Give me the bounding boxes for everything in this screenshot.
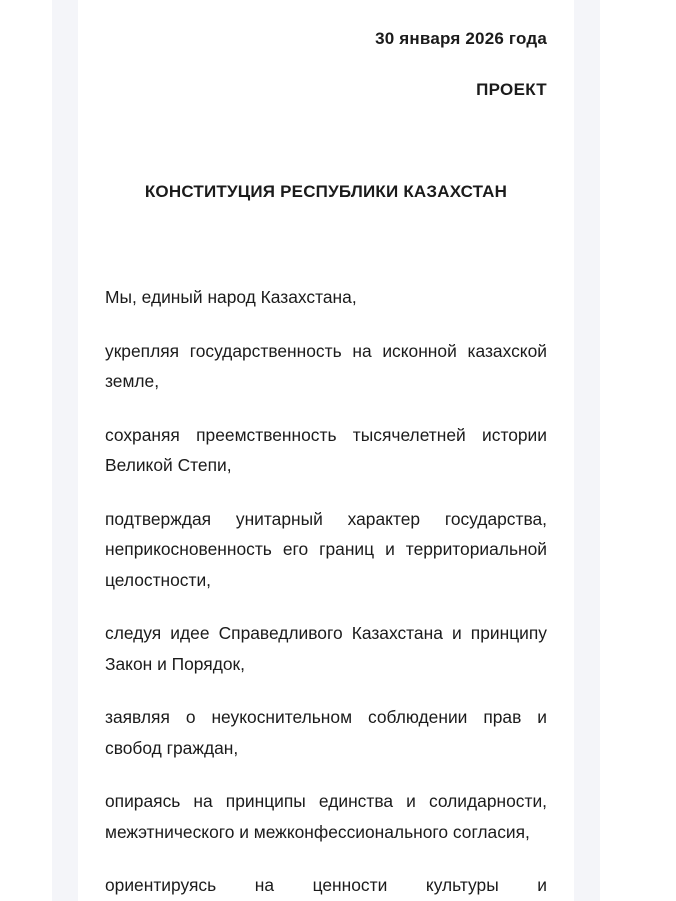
preamble-paragraph: заявляя о неукоснительном соблюдении прав и свобод граждан, (105, 707, 547, 758)
page-margin-right (574, 0, 600, 901)
preamble-paragraph: укрепляя государственность на исконной казахской земле, (105, 340, 547, 391)
document-page[interactable] (78, 0, 574, 901)
preamble-paragraph: сохраняя преемственность тысячелетней истории Великой Степи, (105, 424, 547, 475)
preamble-paragraph: опираясь на принципы единства и солидарности, межэтнического и межконфессионального согласия, (105, 791, 547, 842)
page-margin-left (52, 0, 78, 901)
preamble (105, 282, 547, 901)
document-date: 30 января 2026 года (375, 29, 547, 48)
document-title: КОНСТИТУЦИЯ РЕСПУБЛИКИ КАЗАХСТАН (144, 182, 508, 201)
document-status: ПРОЕКТ (476, 80, 547, 99)
preamble-paragraph: ориентируясь на ценности культуры и (105, 875, 547, 895)
preamble-paragraph: следуя идее Справедливого Казахстана и принципу Закон и Порядок, (105, 623, 547, 674)
preamble-paragraph: подтверждая унитарный характер государства, неприкосновенность его границ и территориальной целостности, (105, 508, 547, 590)
preamble-paragraph: Мы, единый народ Казахстана, (105, 287, 357, 307)
